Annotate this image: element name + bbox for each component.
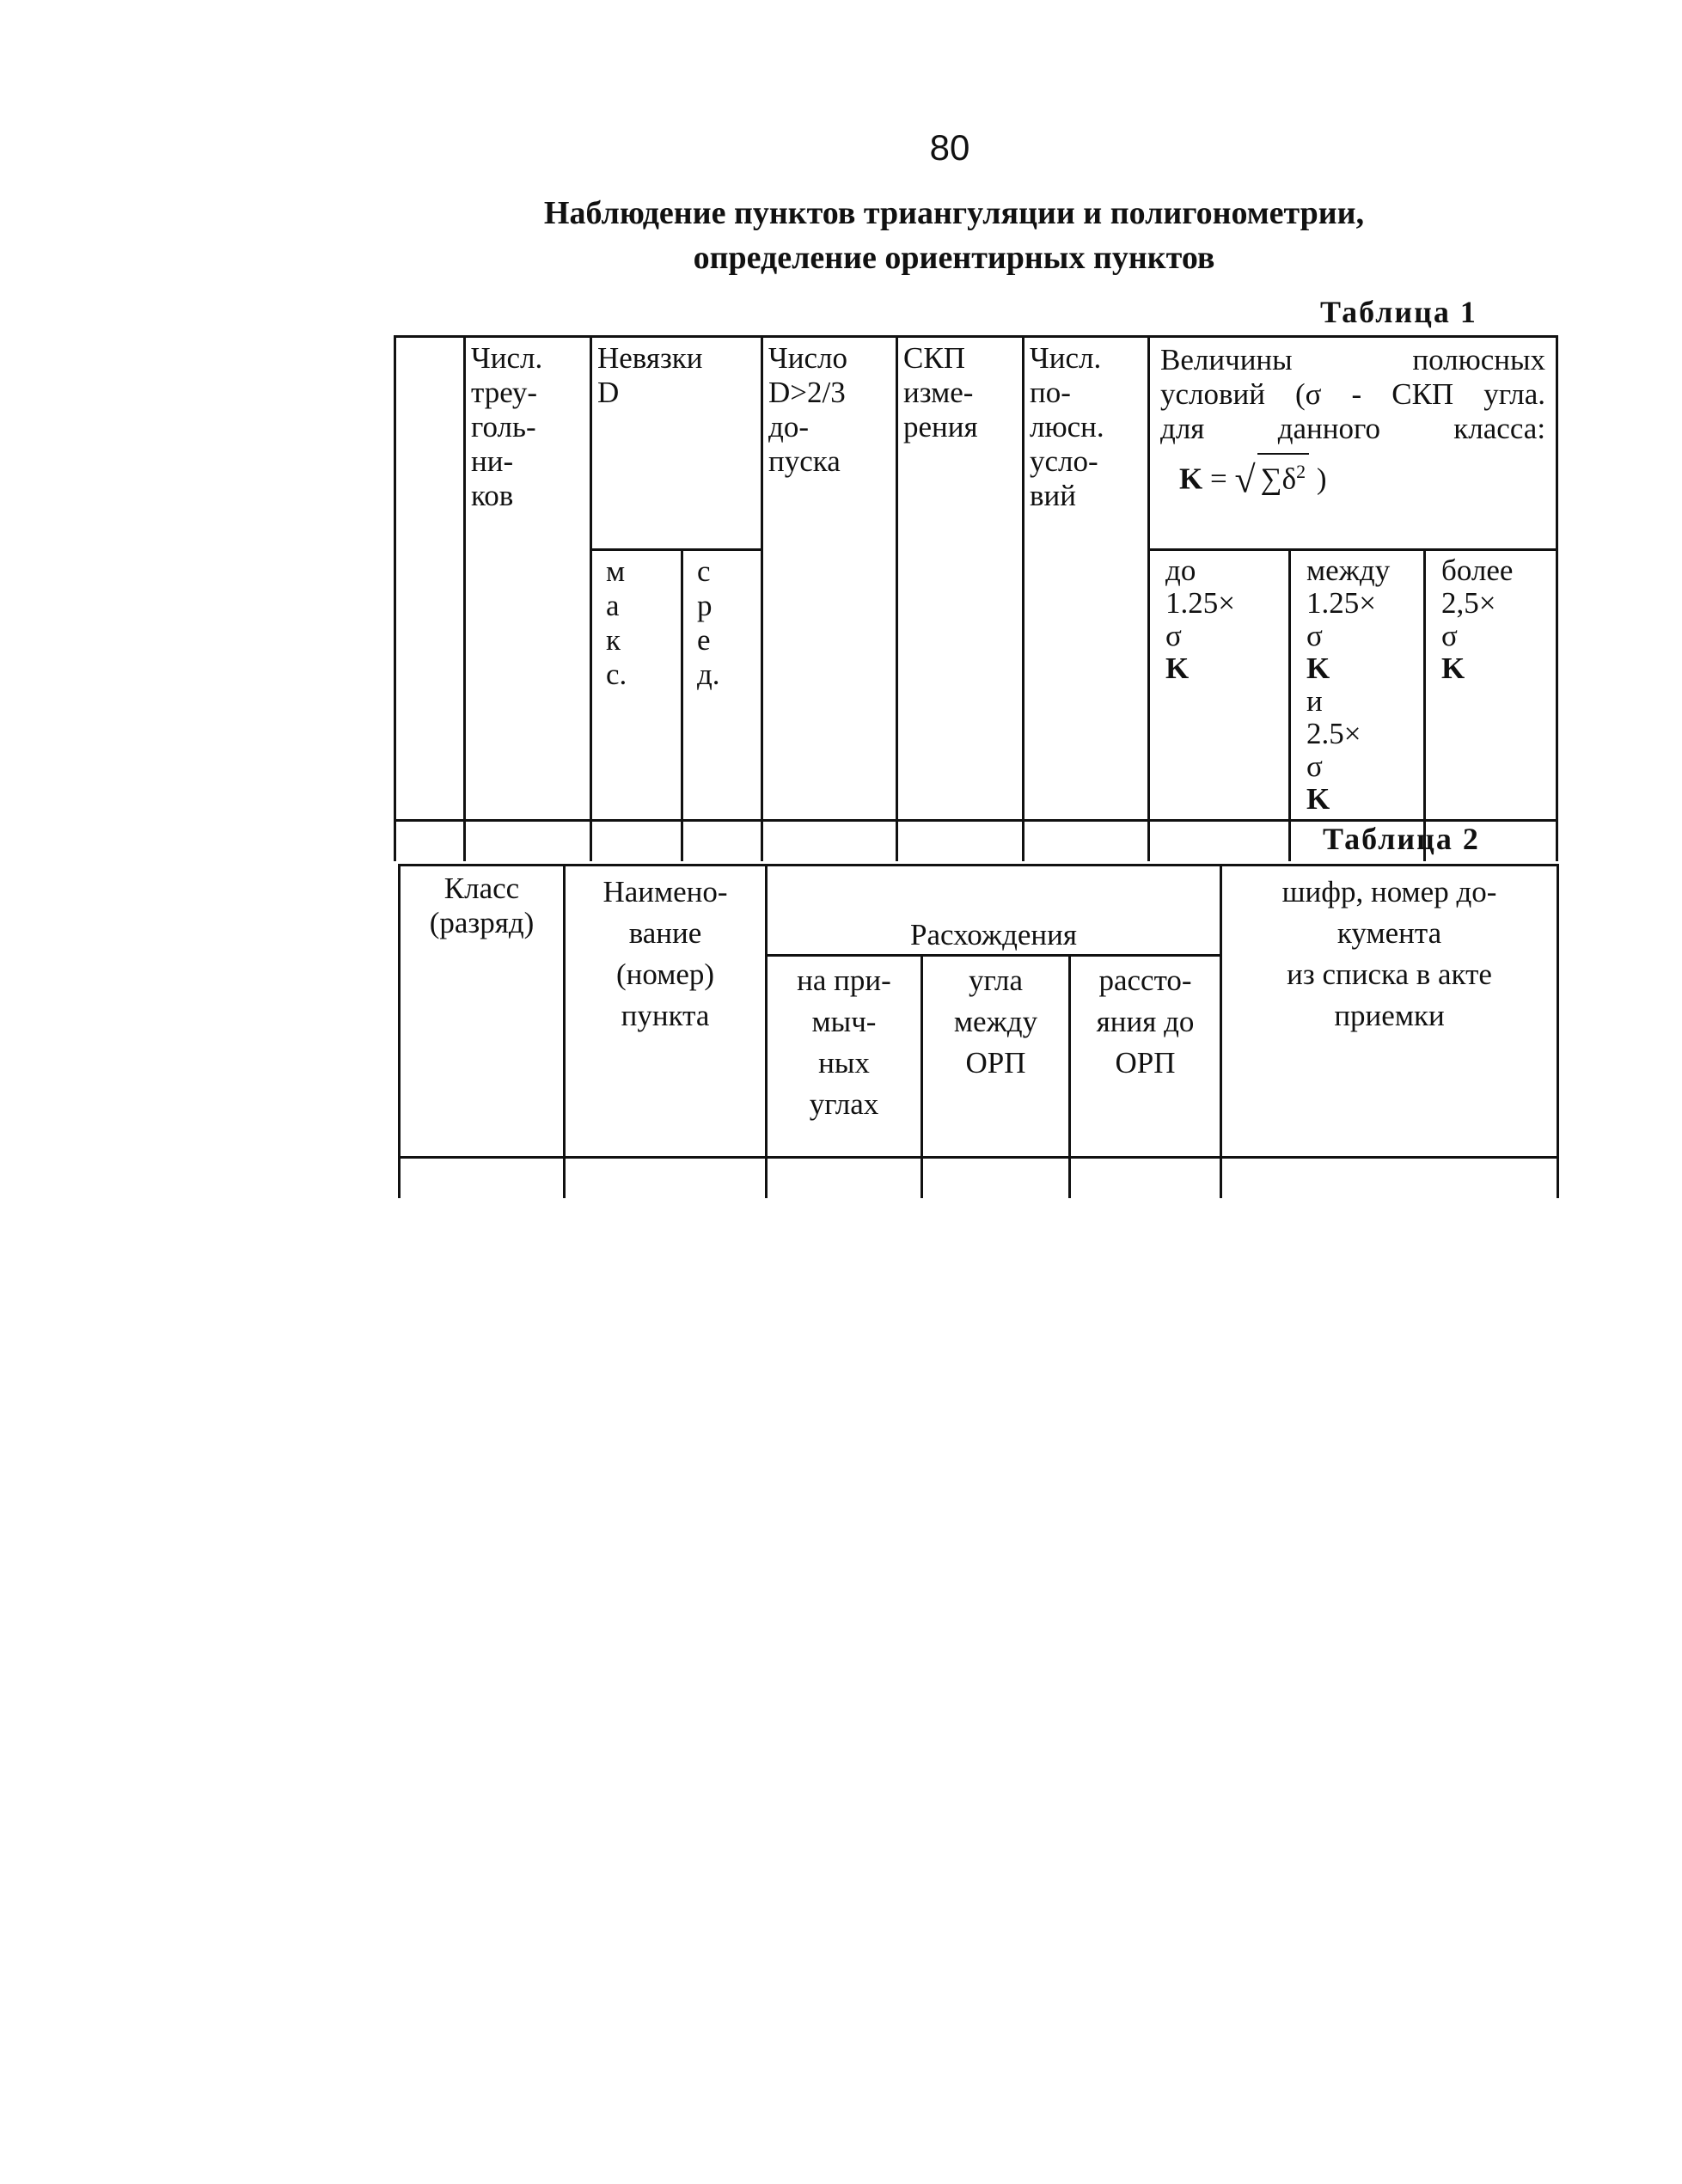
table1-skp-header: СКП изме- рения — [897, 337, 1024, 821]
table2-naimenovanie-header: Наимено- вание (номер) пункта — [565, 866, 767, 1158]
table1-polar-values-header — [1149, 337, 1557, 550]
table2-label: Таблица 2 — [1323, 822, 1480, 856]
velichiny-line-3: для данного класса: — [1160, 412, 1546, 445]
table-1 — [394, 335, 1558, 861]
table2-raskhozhdeniya-header: Расхождения — [767, 866, 1221, 956]
sqrt-icon: √ — [1234, 458, 1256, 501]
page-heading — [481, 191, 1427, 280]
table2-rasstoyaniya-header: рассто- яния до ОРП — [1070, 956, 1221, 1158]
table2-data-row — [400, 1158, 1558, 1199]
table1-nevyazki-header: Невязки D — [591, 337, 762, 550]
table1-maks-header: м а к с. — [591, 550, 682, 821]
table-2 — [398, 864, 1559, 1198]
velichiny-line-2: условий (σ - СКП угла. — [1160, 377, 1546, 411]
table1-polar-count-header: Числ. по- люсн. усло- вий — [1024, 337, 1149, 821]
table1-empty-col-header — [395, 337, 465, 821]
table2-shifr-header: шифр, номер до- кумента из списка в акте приемки — [1221, 866, 1558, 1158]
table1-label: Таблица 1 — [1320, 295, 1477, 329]
table1-sub-bolee: более 2,5× σ K — [1425, 550, 1557, 821]
table1-chislo-header: Число D>2/3 до- пуска — [762, 337, 897, 821]
table1-sub-do: до 1.25× σ K — [1149, 550, 1290, 821]
table2-ugla-header: угла между ОРП — [922, 956, 1070, 1158]
table2-klass-header: Класс (разряд) — [400, 866, 565, 1158]
heading-line-1: Наблюдение пунктов триангуляции и полигонометрии, — [543, 195, 1365, 231]
table2-primych-header: на при- мыч- ных углах — [767, 956, 922, 1158]
page-number: 80 — [929, 127, 970, 168]
table1-sred-header: с р е д. — [682, 550, 762, 821]
k-formula: K = √ $\sum\delta^2$ ) — [1160, 453, 1545, 498]
velichiny-line-1: Величины полюсных — [1160, 343, 1546, 376]
table1-sub-mezhdu: между 1.25× σ K и 2.5× σ K — [1290, 550, 1425, 821]
heading-line-2: определение ориентирных пунктов — [693, 240, 1215, 276]
table1-triangles-header: Числ. треу- голь- ни- ков — [465, 337, 591, 821]
